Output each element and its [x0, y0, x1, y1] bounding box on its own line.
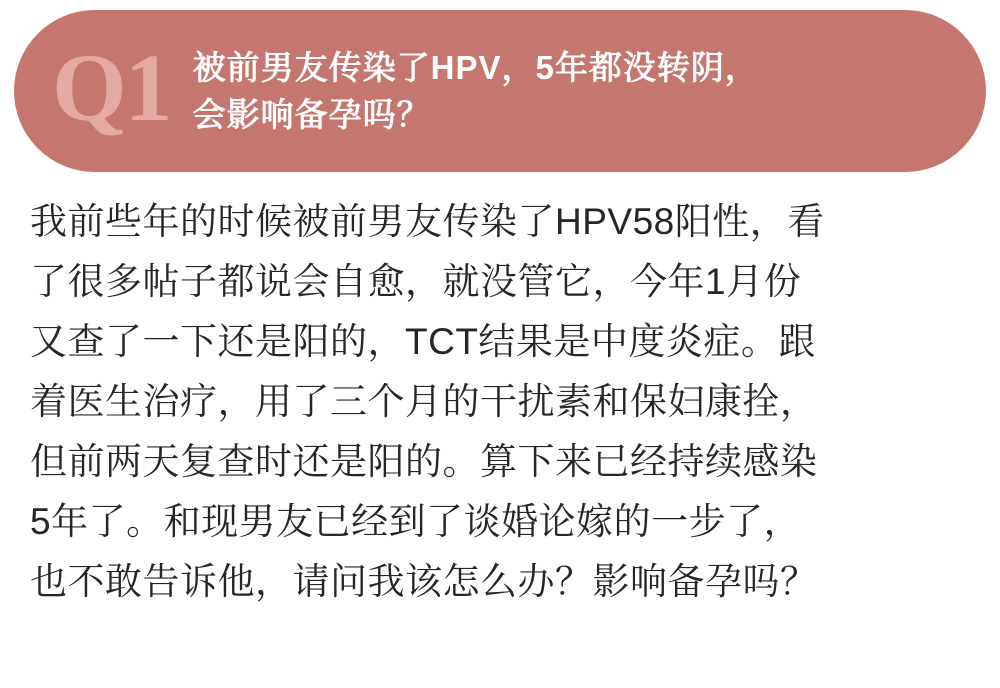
question-title: [193, 45, 946, 139]
question-body-line-3: 又查了一下还是阳的，TCT结果是中度炎症。跟: [30, 320, 816, 362]
question-body-line-1: 我前些年的时候被前男友传染了HPV58阳性，看: [30, 201, 825, 242]
question-body-line-6: 5年了。和现男友已经到了谈婚论嫁的一步了，: [30, 500, 802, 542]
question-body: [30, 192, 978, 612]
question-body-line-2: 了很多帖子都说会自愈，就没管它，今年1月份: [30, 260, 802, 302]
question-body-line-5: 但前两天复查时还是阳的。算下来已经持续感染: [30, 440, 818, 482]
question-banner: [14, 10, 986, 172]
question-title-line-1: 被前男友传染了HPV，5年都没转阴，: [192, 49, 759, 87]
question-number: Q1: [52, 34, 171, 141]
question-title-line-2: 会影响备孕吗？: [192, 96, 431, 133]
question-body-line-4: 着医生治疗，用了三个月的干扰素和保妇康拴，: [30, 380, 818, 422]
question-body-line-7: 也不敢告诉他，请问我该怎么办？影响备孕吗？: [30, 560, 818, 602]
